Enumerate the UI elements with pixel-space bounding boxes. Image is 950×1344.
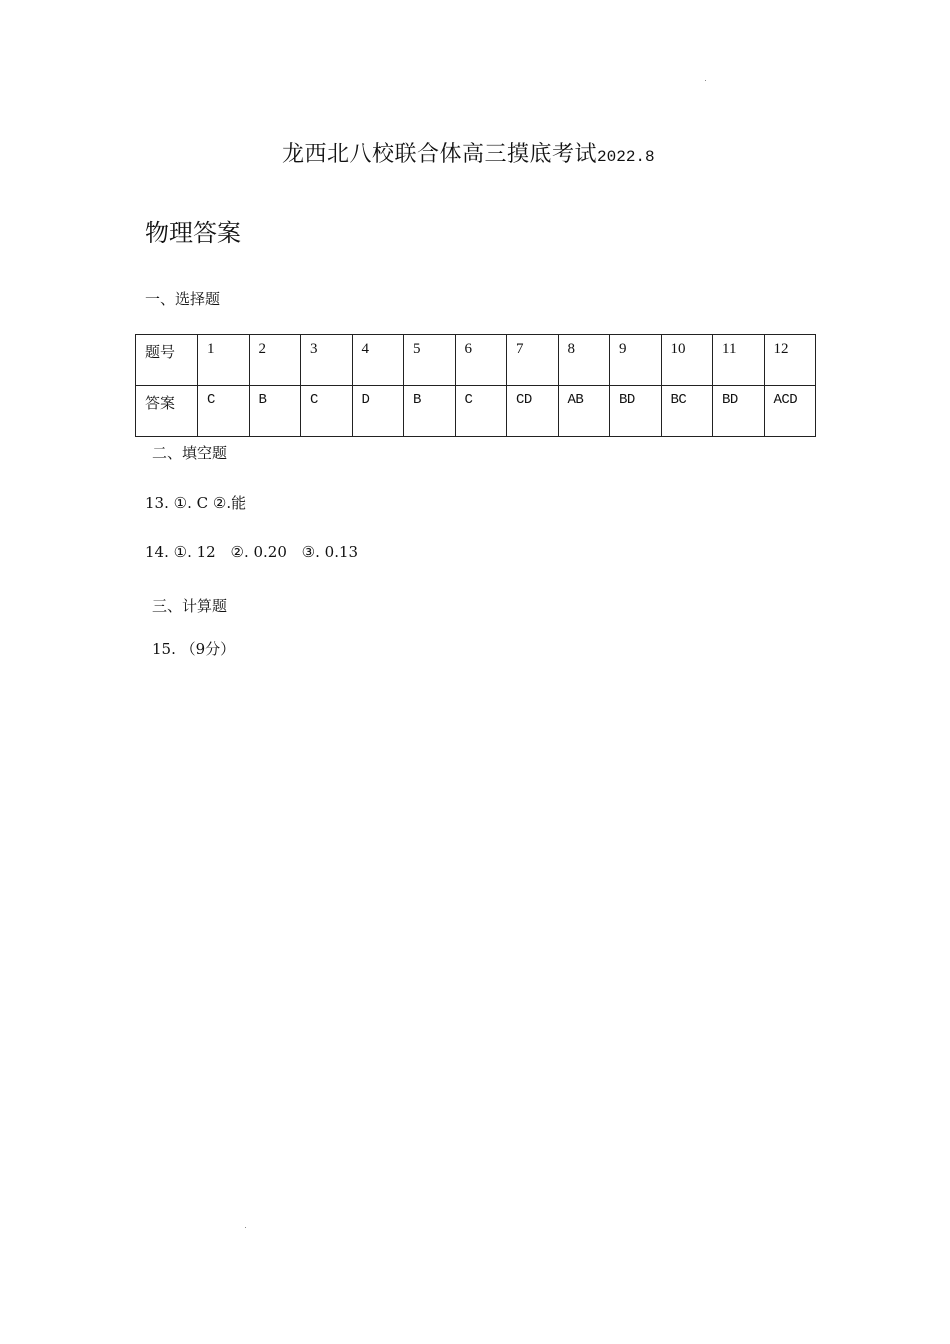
- section-fill-heading: 二、填空题: [152, 444, 228, 462]
- question-number: 3: [301, 335, 353, 386]
- scan-dot: [705, 80, 706, 81]
- question-number: 4: [352, 335, 404, 386]
- answer-cell: BD: [610, 386, 662, 437]
- question-number: 6: [455, 335, 507, 386]
- question-number: 13.: [145, 494, 169, 512]
- subject-heading: 物理答案: [145, 219, 241, 247]
- row-label-answer: 答案: [136, 386, 198, 437]
- answer-cell: CD: [507, 386, 559, 437]
- answer-row: [136, 386, 816, 437]
- exam-title-text: 龙西北八校联合体高三摸底考试: [282, 142, 598, 167]
- answer-part: ②.能: [212, 494, 247, 512]
- section-choice-heading: 一、选择题: [145, 290, 221, 308]
- answer-part: ①. C: [173, 494, 209, 512]
- question-number-row: [136, 335, 816, 386]
- answer-cell: B: [249, 386, 301, 437]
- question-number: 10: [661, 335, 713, 386]
- answer-cell: C: [455, 386, 507, 437]
- question-number: 1: [198, 335, 250, 386]
- question-number: 8: [558, 335, 610, 386]
- exam-date: 2022.8: [597, 148, 655, 166]
- question-number: 12: [764, 335, 816, 386]
- question-number: 2: [249, 335, 301, 386]
- calc-answer-15: 15. （9分）: [152, 640, 236, 658]
- answer-part: ②. 0.20: [230, 543, 287, 561]
- answer-cell: C: [301, 386, 353, 437]
- exam-title: [282, 137, 655, 168]
- scan-dot: [245, 1227, 246, 1228]
- choice-answer-table: [135, 334, 816, 437]
- answer-cell: BC: [661, 386, 713, 437]
- section-calc-heading: 三、计算题: [152, 597, 228, 615]
- answer-cell: ACD: [764, 386, 816, 437]
- fill-answer-13: [145, 492, 246, 513]
- answer-cell: D: [352, 386, 404, 437]
- question-number: 14.: [145, 543, 169, 561]
- row-label-question: 题号: [136, 335, 198, 386]
- answer-part: ①. 12: [173, 543, 216, 561]
- question-number: 7: [507, 335, 559, 386]
- fill-answer-14: [145, 543, 358, 561]
- question-number: 9: [610, 335, 662, 386]
- question-number: 11: [713, 335, 765, 386]
- answer-cell: C: [198, 386, 250, 437]
- question-number: 5: [404, 335, 456, 386]
- answer-cell: AB: [558, 386, 610, 437]
- answer-part: ③. 0.13: [301, 543, 359, 561]
- answer-cell: B: [404, 386, 456, 437]
- answer-cell: BD: [713, 386, 765, 437]
